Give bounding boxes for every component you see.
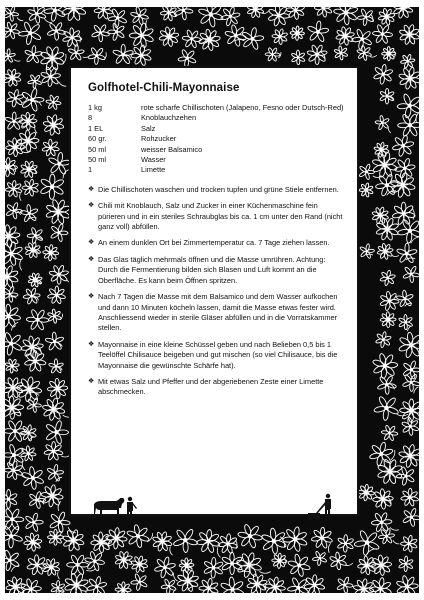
ingredient-row — [88, 165, 346, 175]
flower-ornament — [45, 420, 68, 444]
diamond-bullet-icon: ❖ — [88, 202, 95, 210]
flower-ornament — [373, 64, 393, 84]
leaf-ornament — [394, 51, 395, 57]
flower-ornament — [5, 525, 23, 548]
flower-ornament — [402, 374, 419, 392]
flower-ornament — [369, 442, 393, 466]
flower-ornament — [354, 530, 380, 556]
flower-ornament — [173, 528, 198, 552]
leaf-ornament — [58, 572, 60, 580]
ingredient-name: Limette — [141, 165, 166, 175]
flower-ornament — [6, 89, 24, 107]
flower-ornament — [291, 50, 305, 65]
flower-ornament — [21, 88, 44, 112]
flower-ornament — [5, 359, 19, 373]
flower-ornament — [357, 8, 374, 25]
flower-ornament — [382, 47, 396, 61]
flower-ornament — [400, 54, 415, 68]
ingredient-quantity: 1 EL — [88, 123, 104, 133]
flower-ornament — [115, 551, 133, 569]
leaf-ornament — [388, 127, 390, 133]
flower-ornament — [398, 113, 419, 137]
flower-ornament — [247, 574, 268, 593]
flower-ornament — [27, 555, 48, 576]
flower-ornament — [18, 21, 41, 45]
flower-ornament — [372, 207, 389, 224]
leaf-ornament — [20, 260, 22, 271]
flower-ornament — [392, 7, 413, 19]
flower-ornament — [5, 550, 20, 571]
diamond-bullet-icon: ❖ — [88, 255, 95, 263]
flower-ornament — [26, 397, 41, 412]
flower-ornament — [5, 69, 21, 87]
flower-ornament — [64, 573, 89, 593]
flower-ornament — [177, 570, 199, 592]
instruction-step — [88, 377, 346, 398]
instruction-text: Die Chillischoten waschen und trocken tupfen und grüne Stiele entfernen. — [98, 184, 339, 194]
flower-ornament — [396, 466, 414, 485]
ingredient-row — [88, 113, 346, 123]
instruction-step — [88, 185, 346, 195]
flower-ornament — [48, 152, 71, 175]
flower-ornament — [290, 26, 304, 40]
flower-ornament — [152, 531, 172, 551]
ingredient-list — [88, 103, 346, 176]
flower-ornament — [336, 26, 355, 45]
diamond-bullet-icon: ❖ — [88, 185, 95, 193]
leaf-ornament — [22, 461, 25, 471]
recipe-content — [88, 82, 346, 404]
instruction-text: Das Glas täglich mehrmals öffnen und die Masse umrühren. Achtung: Durch die Fermentierung bilden sich Blasen und Luft kommt an die Oberfläche. Es kann beim Öffnen spritzen. — [98, 254, 326, 285]
flower-ornament — [272, 28, 288, 44]
leaf-ornament — [392, 255, 399, 256]
leaf-ornament — [259, 572, 270, 574]
flower-ornament — [329, 552, 347, 570]
flower-ornament — [220, 7, 240, 26]
flower-ornament — [307, 44, 328, 64]
flower-ornament — [372, 152, 398, 178]
flower-ornament — [334, 46, 348, 60]
recipe-card — [69, 66, 359, 516]
flower-ornament — [28, 273, 42, 287]
flower-ornament — [374, 396, 400, 421]
flower-ornament — [398, 556, 413, 572]
gardener-with-lawnmower-icon — [304, 493, 338, 522]
flower-ornament — [25, 242, 41, 258]
flower-ornament — [154, 557, 176, 579]
flower-ornament — [174, 7, 193, 20]
flower-ornament — [360, 244, 375, 259]
flower-ornament — [398, 332, 419, 358]
flower-ornament — [401, 535, 418, 552]
flower-ornament — [392, 135, 414, 157]
flower-ornament — [400, 399, 419, 422]
flower-ornament — [394, 158, 415, 179]
leaf-ornament — [217, 547, 220, 557]
flower-ornament — [196, 529, 220, 553]
flower-ornament — [374, 142, 389, 157]
flower-ornament — [5, 225, 20, 248]
flower-ornament — [312, 551, 327, 566]
flower-ornament — [380, 312, 396, 328]
instruction-text: Chili mit Knoblauch, Salz und Zucker in einer Küchenmaschine fein pürieren und in ein steriles Schraubglas bis ca. 1 cm unter den Rand (nicht ganz voll) abfüllen. — [98, 201, 343, 232]
flower-ornament — [198, 29, 220, 51]
ingredient-quantity: 50 ml — [88, 155, 107, 165]
leaf-ornament — [20, 193, 22, 201]
flower-ornament — [47, 378, 68, 399]
flower-ornament — [43, 114, 64, 135]
instruction-text: Mit etwas Salz und Pfeffer und der abgeriebenen Zeste einer Limette abschmecken. — [98, 376, 324, 397]
flower-ornament — [5, 49, 16, 63]
flower-ornament — [46, 95, 61, 110]
flower-ornament — [203, 557, 223, 578]
leaf-ornament — [397, 414, 408, 416]
flower-ornament — [28, 74, 42, 88]
flower-ornament — [23, 288, 40, 305]
flower-ornament — [42, 139, 60, 156]
flower-ornament — [131, 45, 152, 66]
ingredient-quantity: 1 — [88, 165, 93, 175]
instruction-step — [88, 340, 346, 371]
instruction-step — [88, 238, 346, 248]
flower-ornament — [87, 576, 108, 593]
ingredient-name: rote scharfe Chillischoten (Jalapeno, Fesno oder Dutsch-Red) — [141, 103, 344, 112]
flower-ornament — [49, 511, 70, 532]
flower-ornament — [41, 485, 63, 508]
flower-ornament — [5, 112, 23, 130]
ingredient-row — [88, 155, 346, 165]
flower-ornament — [20, 425, 36, 442]
flower-ornament — [337, 535, 354, 553]
flower-ornament — [108, 8, 127, 27]
flower-ornament — [159, 26, 179, 46]
flower-ornament — [26, 309, 48, 331]
flower-ornament — [378, 8, 395, 25]
flower-ornament — [396, 290, 414, 307]
flower-ornament — [5, 461, 23, 480]
instruction-text: Nach 7 Tagen die Masse mit dem Balsamico und dem Wasser aufkochen und dann 10 Minuten köcheln lassen, damit die Masse etwas fester wird. Anschliessend wieder in sterile Gläser abfüllen und in die Vorratskammer stellen. — [98, 292, 338, 333]
flower-ornament — [283, 527, 308, 552]
flower-ornament — [47, 464, 64, 481]
flower-ornament — [49, 265, 69, 284]
leaf-ornament — [393, 540, 399, 544]
flower-ornament — [5, 489, 18, 508]
flower-ornament — [372, 24, 392, 44]
flower-ornament — [401, 488, 419, 506]
leaf-ornament — [390, 527, 399, 530]
flower-ornament — [24, 46, 42, 64]
flower-ornament — [397, 219, 419, 244]
ingredient-row — [88, 145, 346, 155]
flower-ornament — [6, 202, 23, 219]
flower-ornament — [182, 29, 201, 48]
flower-ornament — [131, 573, 148, 590]
flower-ornament — [91, 24, 109, 42]
flower-ornament — [359, 164, 375, 180]
flower-ornament — [218, 534, 238, 554]
flower-ornament — [22, 179, 39, 196]
ingredient-name: Rohzucker — [141, 134, 177, 144]
flower-ornament — [372, 353, 398, 379]
flower-ornament — [5, 22, 20, 39]
instruction-step — [88, 292, 346, 334]
ingredient-name: weisser Balsamico — [141, 144, 203, 154]
flower-ornament — [399, 24, 419, 45]
flower-ornament — [129, 23, 154, 48]
flower-ornament — [5, 304, 21, 328]
ingredient-quantity: 1 kg — [88, 103, 102, 112]
leaf-ornament — [328, 543, 330, 553]
flower-ornament — [88, 47, 106, 64]
leaf-ornament — [170, 547, 173, 556]
flower-ornament — [377, 375, 397, 394]
flower-ornament — [43, 245, 59, 261]
leaf-ornament — [44, 19, 52, 23]
recipe-title: Golfhotel-Chili-Mayonnaise — [88, 82, 240, 94]
flower-ornament — [199, 578, 219, 593]
flower-ornament — [288, 554, 311, 577]
flower-ornament — [21, 336, 44, 359]
ingredient-row — [88, 103, 346, 113]
flower-ornament — [131, 556, 148, 573]
leaf-ornament — [58, 501, 61, 511]
flower-ornament — [358, 484, 375, 501]
diamond-bullet-icon: ❖ — [88, 239, 95, 247]
ingredient-row — [88, 134, 346, 144]
flower-ornament — [403, 266, 419, 283]
flower-ornament — [16, 377, 41, 402]
ingredient-name: Salz — [141, 123, 156, 133]
flower-ornament — [47, 286, 65, 304]
flower-ornament — [67, 554, 89, 575]
flower-ornament — [45, 332, 64, 351]
flower-ornament — [371, 512, 392, 532]
flower-ornament — [5, 396, 24, 419]
flower-ornament — [392, 202, 415, 225]
flower-ornament — [5, 286, 18, 302]
flower-ornament — [265, 577, 286, 593]
flower-ornament — [398, 444, 419, 468]
flower-ornament — [20, 578, 41, 593]
diamond-bullet-icon: ❖ — [88, 377, 95, 385]
flower-ornament — [247, 7, 264, 18]
flower-ornament — [40, 46, 65, 71]
ingredient-quantity: 50 ml — [88, 144, 107, 154]
flower-ornament — [370, 577, 392, 593]
flower-ornament — [379, 88, 394, 104]
flower-ornament — [68, 44, 85, 60]
flower-ornament — [48, 359, 63, 374]
flower-ornament — [62, 28, 82, 48]
flower-ornament — [402, 508, 419, 527]
ingredient-row — [88, 124, 346, 134]
flower-ornament — [314, 7, 332, 17]
flower-ornament — [45, 199, 70, 224]
flower-ornament — [5, 265, 19, 288]
flower-ornament — [265, 47, 280, 61]
flower-ornament — [5, 158, 17, 177]
leaf-ornament — [104, 52, 106, 60]
flower-ornament — [311, 527, 333, 549]
flower-ornament — [242, 27, 264, 50]
instruction-text: Mayonnaise in eine kleine Schüssel geben und nach Belieben 0,5 bis 1 Teelöffel Chilisauce beigeben und gut mischen (so viel Chilisauce, bis die Mayonnaise die gewünschte Schärfe hat). — [98, 339, 338, 370]
flower-ornament — [221, 552, 243, 574]
instruction-list — [88, 185, 346, 398]
flower-ornament — [377, 243, 393, 259]
flower-ornament — [333, 7, 358, 25]
flower-ornament — [5, 332, 23, 356]
flower-ornament — [27, 227, 43, 244]
diamond-bullet-icon: ❖ — [88, 340, 95, 348]
flower-ornament — [198, 7, 224, 27]
flower-ornament — [106, 528, 128, 550]
flower-ornament — [47, 22, 66, 40]
leaf-ornament — [62, 54, 66, 64]
flower-ornament — [371, 555, 392, 576]
ingredient-quantity: 8 — [88, 113, 93, 123]
flower-ornament — [307, 21, 329, 43]
flower-ornament — [238, 524, 263, 549]
farmer-with-cow-icon — [92, 494, 138, 522]
flower-ornament — [27, 7, 46, 24]
flower-ornament — [272, 553, 287, 568]
leaf-ornament — [56, 477, 62, 482]
flower-ornament — [398, 315, 413, 330]
flower-ornament — [381, 425, 398, 441]
flower-ornament — [50, 223, 68, 241]
instruction-text: An einem dunklen Ort bei Zimmertemperatur ca. 7 Tage ziehen lassen. — [98, 238, 330, 248]
flower-ornament — [236, 552, 262, 578]
instruction-step — [88, 255, 346, 286]
flower-ornament — [375, 331, 391, 347]
flower-ornament — [375, 115, 390, 130]
flower-ornament — [108, 23, 125, 41]
flower-ornament — [398, 67, 419, 90]
flower-ornament — [112, 44, 133, 64]
flower-ornament — [380, 270, 396, 286]
flower-ornament — [6, 138, 25, 157]
instruction-step — [88, 201, 346, 232]
flower-ornament — [20, 204, 38, 222]
ingredient-quantity: 60 gr. — [88, 134, 107, 144]
diamond-bullet-icon: ❖ — [88, 293, 95, 301]
leaf-ornament — [14, 60, 20, 62]
flower-ornament — [40, 174, 65, 200]
flower-ornament — [47, 529, 63, 545]
flower-ornament — [220, 577, 245, 593]
flower-ornament — [396, 575, 418, 593]
leaf-ornament — [414, 387, 419, 394]
leaf-ornament — [59, 82, 67, 87]
flower-ornament — [359, 183, 373, 197]
flower-ornament — [126, 524, 149, 548]
flower-ornament — [380, 291, 400, 311]
flower-ornament — [396, 243, 417, 263]
flower-ornament — [42, 398, 65, 421]
flower-ornament — [115, 582, 131, 593]
flower-ornament — [62, 529, 84, 551]
flower-ornament — [47, 309, 61, 324]
ingredient-name: Knoblauchzehen — [141, 113, 197, 123]
flower-ornament — [6, 577, 26, 593]
flower-ornament — [376, 217, 399, 240]
leaf-ornament — [17, 18, 23, 21]
flower-ornament — [17, 130, 39, 152]
flower-ornament — [337, 577, 354, 593]
flower-ornament — [178, 49, 197, 68]
flower-ornament — [84, 551, 105, 571]
flower-ornament — [44, 442, 64, 461]
ingredient-name: Wasser — [141, 155, 166, 165]
leaf-ornament — [78, 34, 80, 43]
flower-ornament — [24, 533, 42, 551]
leaf-ornament — [35, 126, 37, 134]
flower-ornament — [25, 513, 43, 532]
flower-ornament — [373, 489, 394, 510]
flower-ornament — [401, 417, 419, 435]
flower-ornament — [5, 7, 19, 22]
